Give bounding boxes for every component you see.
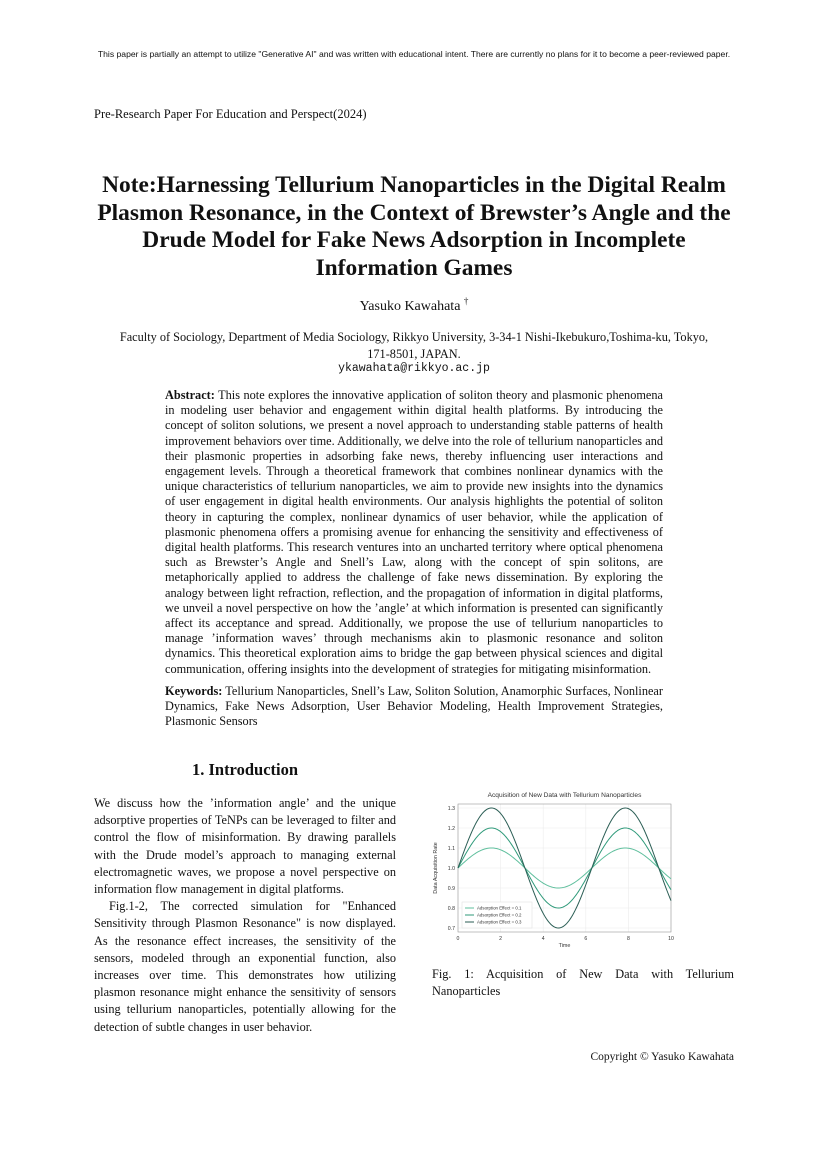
section-heading: 1. Introduction (191, 760, 299, 779)
x-tick-label: 2 (499, 936, 503, 942)
abstract-label: Abstract: (165, 388, 215, 402)
email[interactable]: ykawahata@rikkyo.ac.jp (338, 362, 490, 375)
abstract-text: This note explores the innovative application of soliton theory and plasmonic phenomena in modeling user behavior and engagement within digital health platforms. By introducing the concept of soliton solutions, we present a novel approach to understanding stable patterns of health improvement behaviors over time. Additionally, we delve into the role of tellurium nanoparticles and their plasmonic properties in adsorbing fake news, thereby influencing user interactions and engagement levels. Through a theoretical framework that combines nonlinear dynamics with the unique characteristics of tellurium nanoparticles, we aim to provide new insights into the dynamics of user engagement in digital health environments. Our analysis highlights the potential of soliton theory in capturing the complex, nonlinear dynamics of user behavior, while the application of plasmonic phenomena offers a promising avenue for enhancing the sensitivity and effectiveness of digital health platforms. This research ventures into an uncharted territory where optical phenomena such as Brewster’s Angle and Snell’s Law, along with the concept of spin solitons, are metaphorically applied to address the challenge of fake news dissemination. By exploring the analogy between light refraction, reflection, and the propagation of information in digital platforms, we unveil a novel perspective on how the ’angle’ at which information is presented can significantly affect its acceptance and spread. Additionally, we propose the use of tellurium nanoparticles to manage ’information waves’ through mechanisms akin to plasmonic resonance and soliton dynamics. This theoretical exploration aims to bridge the gap between physical sciences and digital communication, offering insights into the development of strategies for mitigating misinformation. (165, 388, 663, 676)
paper-title: Note:Harnessing Tellurium Nanoparticles in the Digital Realm Plasmon Resonance, in the Context of Brewster’s Angle and the Drude Model for Fake News Adsorption in Incomplete Information Games (97, 172, 731, 281)
keywords (165, 684, 663, 730)
affiliation: Faculty of Sociology, Department of Media Sociology, Rikkyo University, 3-34-1 Nishi-Ikebukuro,Toshima-ku, Tokyo, 171-8501, JAPAN. (119, 330, 709, 361)
author-mark: † (463, 296, 469, 306)
keywords-text: Tellurium Nanoparticles, Snell’s Law, Soliton Solution, Anamorphic Surfaces, Nonlinear Dynamics, Fake News Adsorption, User Behavior Modeling, Health Improvement Strategies, Plasmonic Sensors (165, 684, 663, 729)
x-axis-label: Time (558, 943, 571, 948)
y-tick-label: 1.0 (447, 865, 455, 872)
y-tick-label: 0.9 (447, 885, 455, 892)
author (0, 296, 828, 315)
figure-caption: Fig. 1: Acquisition of New Data with Tellurium Nanoparticles (432, 967, 734, 999)
y-tick-label: 1.3 (447, 805, 455, 812)
x-tick-label: 8 (626, 936, 630, 942)
y-tick-label: 1.1 (447, 845, 455, 852)
chart (428, 788, 678, 948)
legend-label: Adsorption Effect = 0.2 (477, 912, 522, 918)
copyright: Copyright © Yasuko Kawahata (590, 1051, 734, 1063)
abstract (165, 388, 663, 677)
disclaimer: This paper is partially an attempt to utilize "Generative AI" and was written with educational intent. There are currently no plans for it to become a peer-reviewed paper. (97, 49, 731, 59)
y-axis-label: Data Acquisition Rate (433, 842, 439, 894)
x-tick-label: 10 (668, 936, 674, 942)
intro-paragraph-1: We discuss how the ’information angle’ and the unique adsorptive properties of TeNPs can be leveraged to filter and control the flow of misinformation. By drawing parallels with the Drude model’s approach to managing external electromagnetic waves, we propose a novel perspective on information flow management in digital platforms. (94, 796, 396, 897)
legend-label: Adsorption Effect = 0.1 (477, 905, 522, 911)
intro-body (94, 795, 396, 1036)
running-header: Pre-Research Paper For Education and Perspect(2024) (94, 107, 367, 121)
y-tick-label: 1.2 (447, 825, 455, 832)
x-tick-label: 6 (584, 936, 588, 942)
legend-label: Adsorption Effect = 0.3 (477, 919, 522, 925)
keywords-label: Keywords: (165, 684, 223, 698)
author-name: Yasuko Kawahata (359, 299, 461, 314)
x-tick-label: 0 (456, 936, 460, 942)
figure-1 (428, 788, 678, 948)
y-tick-label: 0.8 (447, 905, 455, 912)
y-tick-label: 0.7 (447, 925, 455, 932)
x-tick-label: 4 (541, 936, 545, 942)
intro-paragraph-2: Fig.1-2, The corrected simulation for "Enhanced Sensitivity through Plasmon Resonance" is now displayed. As the resonance effect increases, the sensitivity of the sensors, modeled through an exponential function, also increases over time. This demonstrates how utilizing plasmon resonance might enhance the sensitivity of sensors using tellurium nanoparticles, potentially allowing for the detection of subtle changes in user behavior. (94, 899, 396, 1034)
chart-title: Acquisition of New Data with Tellurium Nanoparticles (487, 792, 642, 799)
